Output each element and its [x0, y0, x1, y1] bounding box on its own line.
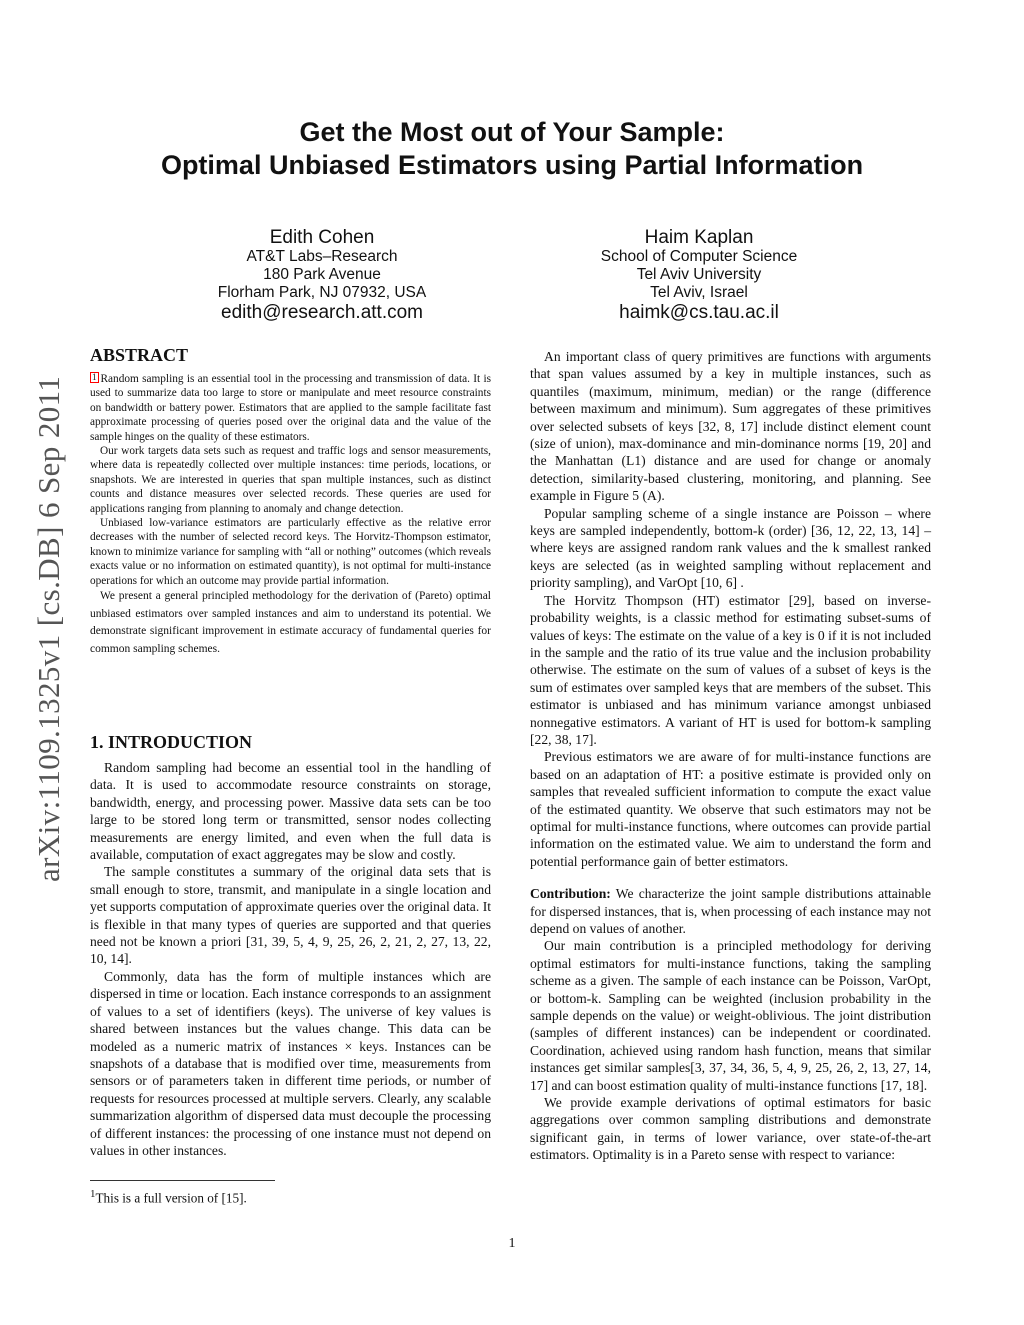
body-paragraph: Random sampling had become an essential tool in the handling of data. It is used to accommodate resource constraints on storage, bandwidth, energy, and processing power. Massive data sets can be too large to be stored long term or transmitted, sensor nodes collecting measurements are energy limited, and even when the full data is available, computation of exact aggregates may be slow and costly.	[90, 760, 491, 863]
abstract-paragraph: Our work targets data sets such as request and traffic logs and sensor measurements, where data is repeatedly collected over multiple instances: time periods, locations, or snapshots. We are interested in queries that span multiple instances, such as distinct counts and distance measures over selected records. These queries are used for applications ranging from planning to anomaly and change detection.	[90, 445, 491, 515]
author-name: Edith Cohen	[269, 227, 375, 248]
body-paragraph: The sample constitutes a summary of the original data sets that is small enough to store, transmit, and manipulate in a single location and yet supports computation of approximate queries over the original data. It is flexible in that many types of queries are supported and that queries need not be known a priori [31, 39, 5, 4, 9, 25, 26, 2, 21, 2, 27, 13, 22, 10, 14].	[90, 864, 491, 967]
footnote	[90, 1186, 247, 1206]
body-paragraph: Our main contribution is a principled methodology for deriving optimal estimators for multi-instance functions, taking the sampling scheme as a given. The sample of each instance can be Poisson, VarOpt, or bottom-k. Sampling can be weighted (inclusion probability in the sample depends on the value) or weight-oblivious. The joint distribution (samples of different instances) can be independent or coordinated. Coordination, achieved using random hash function, means that similar instances get similar samples[3, 37, 34, 36, 5, 4, 9, 25, 26, 2, 13, 27, 14, 17] and can boost estimation quality of multi-instance functions [17, 18].	[530, 938, 931, 1093]
author-city: Florham Park, NJ 07932, USA	[217, 284, 427, 301]
abstract-paragraph: Unbiased low-variance estimators are particularly effective as the relative error decreases with the number of selected record keys. The Horvitz-Thompson estimator, known to minimize variance for sampling with “all or nothing” outcomes (which reveals exacts value or no information on estimated quantity), is not optimal for multi-instance operations for which an outcome may provide partial information.	[90, 517, 491, 587]
contribution-paragraph: Contribution: We characterize the joint sample distributions attainable for dispersed instances, that is, when processing of each instance may not depend on values of another.	[530, 886, 931, 936]
author-affiliation: School of Computer Science	[600, 248, 798, 265]
author-block-cohen	[172, 227, 472, 324]
footnote-marker[interactable]: 1	[92, 372, 97, 382]
contribution-label: Contribution:	[530, 886, 611, 902]
introduction-heading: 1. INTRODUCTION	[90, 732, 253, 752]
body-paragraph: An important class of query primitives are functions with arguments that span values assumed by a key in multiple instances, such as quantiles (maximum, minimum, median) or the range (difference between maximum and minimum). Sum aggregates of these primitives over selected subsets of keys [32, 8, 17] include distinct element count (size of union), max-dominance and min-dominance norms [19, 20] and the Manhattan (L1) distance and are used for change or anomaly detection, similarity-based clustering, monitoring, and planning. See example in Figure 5 (A).	[530, 349, 931, 504]
author-affiliation: AT&T Labs–Research	[246, 248, 398, 265]
author-block-kaplan	[549, 227, 849, 324]
author-email: haimk@cs.tau.ac.il	[619, 302, 779, 323]
abstract-paragraph: We present a general principled methodology for the derivation of (Pareto) optimal unbiased estimators over sampled instances and aim to understand its potential. We demonstrate significant improvement in estimate accuracy of fundamental queries for common sampling schemes.	[90, 590, 491, 655]
introduction-section	[90, 731, 491, 1159]
paper-title-line1: Get the Most out of Your Sample:	[299, 117, 725, 147]
footnote-number: 1	[90, 1188, 96, 1200]
footnote-text: This is a full version of [15].	[95, 1190, 247, 1206]
paper-title-line2: Optimal Unbiased Estimators using Partial Information	[160, 150, 864, 180]
right-column	[530, 348, 931, 1164]
body-paragraph: Commonly, data has the form of multiple instances which are dispersed in time or location. Each instance corresponds to an assignment of values to a set of identifiers (keys). The universe of key values is shared between instances but the values change. This data can be modeled as a numeric matrix of instances × keys. Instances can be snapshots of a database that is modified over time, measurements from sensors or of parameters taken in different time periods, or number of requests for resources processed at multiple servers. Clearly, any scalable summarization algorithm of dispersed data must decouple the processing of different instances: the processing of one instance must not depend on values in other instances.	[90, 968, 491, 1158]
author-address: 180 Park Avenue	[263, 266, 381, 283]
author-city: Tel Aviv, Israel	[650, 284, 748, 301]
abstract-section	[90, 344, 491, 658]
author-email: edith@research.att.com	[221, 302, 423, 323]
abstract-paragraph: 1 Random sampling is an essential tool in the processing and transmission of data. It is used to summarize data too large to store or manipulate and meet resource constraints on bandwidth or battery power. Estimators that are applied to the sample facilitate fast approximate processing of queries posed over the original data and the value of the sample hinges on the quality of these estimators.	[90, 372, 491, 443]
arxiv-id: arXiv:1109.1325v1 [cs.DB] 6 Sep 2011	[31, 375, 66, 882]
author-name: Haim Kaplan	[644, 227, 754, 248]
body-paragraph: We provide example derivations of optimal estimators for basic aggregations over common sampling distributions and demonstrate significant gain, in terms of lower variance, over state-of-the-art estimators. Optimality is in a Pareto sense with respect to variance:	[530, 1095, 931, 1163]
body-paragraph: The Horvitz Thompson (HT) estimator [29], based on inverse-probability weights, is a classic method for estimating subset-sums of values of keys: The estimate on the value of a key is 0 if it is not included in the sample and the ratio of its true value and the inclusion probability otherwise. The estimate on the sum of values of a subset of keys is the sum of estimates over sampled keys that are members of the subset. This estimator is unbiased and has minimum variance amongst unbiased nonnegative estimators. A variant of HT is used for bottom-k sampling [22, 38, 17].	[530, 592, 931, 747]
arxiv-stamp	[31, 375, 66, 892]
body-paragraph: Popular sampling scheme of a single instance are Poisson – where keys are sampled independently, bottom-k (order) [36, 12, 22, 13, 14] – where keys are assigned random rank values and the k smallest ranked keys are selected (as in weighted sampling without replacement and priority sampling), and VarOpt [10, 6] .	[530, 505, 931, 591]
page-number: 1	[508, 1236, 516, 1251]
author-address: Tel Aviv University	[636, 266, 762, 283]
footnote-rule	[90, 1180, 275, 1181]
body-paragraph: Previous estimators we are aware of for multi-instance functions are based on an adaptation of HT: a positive estimate is provided only on samples that revealed sufficient information to compute the exact value of the estimated quantity. We observe that such estimators may not be optimal for multi-instance functions, where outcomes can provide partial information on the estimated value. We aim to understand the form and potential performance gain of better estimators.	[530, 749, 931, 869]
abstract-heading: ABSTRACT	[90, 345, 189, 365]
